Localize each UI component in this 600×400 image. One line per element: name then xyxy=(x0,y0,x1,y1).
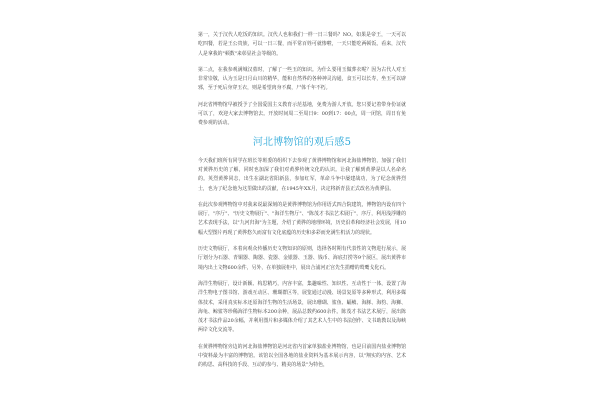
intro-paragraph-3: 河北省博物馆早被授予了全国爱国主义教育示范基地，免费为游人开放。您只要记着带身份证就可以了，欢迎大家去博物馆去。开放时间周二至周日9：00到17：00点，周一闭馆，周日有免费参观的活动。 xyxy=(198,101,406,127)
body-paragraph-1: 今天我们班所有同学在班长等班委的组织下去参观了黄骅博物馆和河北海盐博物馆，加强了我们对黄骅历史的了解，同时也加深了我们对黄骅传统文化的认识。让我了解到黄骅是以人名命名的。英烈黄骅同志，出生在湖北省阳新县，参加红军，革命斗争中屡建战功，为了纪念黄骅烈士，也为了纪念他为这里做出的贡献，在1945年XX月，决定将新青县正式改名为黄骅县。 xyxy=(198,157,406,192)
intro-paragraph-1: 第一，关于汉代人吃饭的知识。汉代人也和我们一样一日三餐吗？NO。如果是帝王，一天可以吃四餐，若是王公贵族，可以一日三餐，而平常百姓可就惨啦，一天只能吃两顿饭。看来，汉代人是拿我的"顿数"来彰显社会等级的。 xyxy=(198,32,406,57)
body-paragraph-2: 在此次参观博物馆中对我来说最深刻的是黄骅博物馆为你用语式四合院建筑，博物馆内设有四个展厅，"序厅"、"历史文物展厅"、"海洋生物厅"、"陈茂才书法艺术展厅"，序厅，利用浅浮雕的艺术表现手法，以"九河归海"为主题，介绍了黄骅的地理环境，历史沿革和经济社会发展，用10幅大型图片再现了黄骅悠久而富有文化底蕴的历史和多彩而充满生机活力的现状。 xyxy=(198,201,406,236)
body-paragraph-4: 海洋生物展厅，设计新颖、构思精巧，内容丰富，集趣味性、知识性、互动性于一体，设置了海洋生物电子图书馆、游戏互动区、珊瑚群区等，展览通过动漫、场景复原等多种形式，利用多媒体技术，采用真实标本还原海洋生物的生活场景，展出珊瑚、鲨鱼、蝠鲼、海豚、海豹、海狮、海龟、鲸鲨等珍稀海洋生物标本200余种，展品总数约600余件。陈茂才书法艺术展厅，展出陈茂才书法作品20余幅，并利用图片和多媒体介绍了其艺术人生中的书法创作、文书助教以及海峡两岸文化交流等。 xyxy=(198,280,406,334)
body-paragraph-3: 历史文物展厅，本着向观众传播历史文物知识的原则，选择各时期有代表性的文物进行展示，展厅划分为石器、青铜器、陶器、瓷器、金银器、玉器、钱币、海底打捞等9个展区，展出黄骅市境内出土文物600余件，另外，在单独展柜中，展出合浦河正宫先生捐赠的鹫鹰戈化石。 xyxy=(198,246,406,271)
section-heading: 河北博物馆的观后感5 xyxy=(252,136,352,148)
body-paragraph-5: 在黄骅博物馆旁边的河北海盐博物馆是河北省内首家单独盐业博物馆，也是目前国内盐业博物馆中资料最为丰富的博物馆。该馆以全国各地的盐业资料为基本展示内容，以"翔实的内容、艺术的构思、高科技的手段、互动的参与、精美的场景"为特色， xyxy=(198,343,406,369)
intro-paragraph-2: 第二点，在我参观满城汉墓时，了解了一些玉的知识。为什么要用玉做葬衣呢？因为古代人对玉非常崇敬，认为玉是日月山川的精华，能和自然界的各种神灵沟通，食玉可以长寿，坐玉可以辟邪，至于死后身穿玉衣，则是希望肉身不腐，尸体千年不朽。 xyxy=(198,66,406,92)
article-column xyxy=(198,31,406,378)
